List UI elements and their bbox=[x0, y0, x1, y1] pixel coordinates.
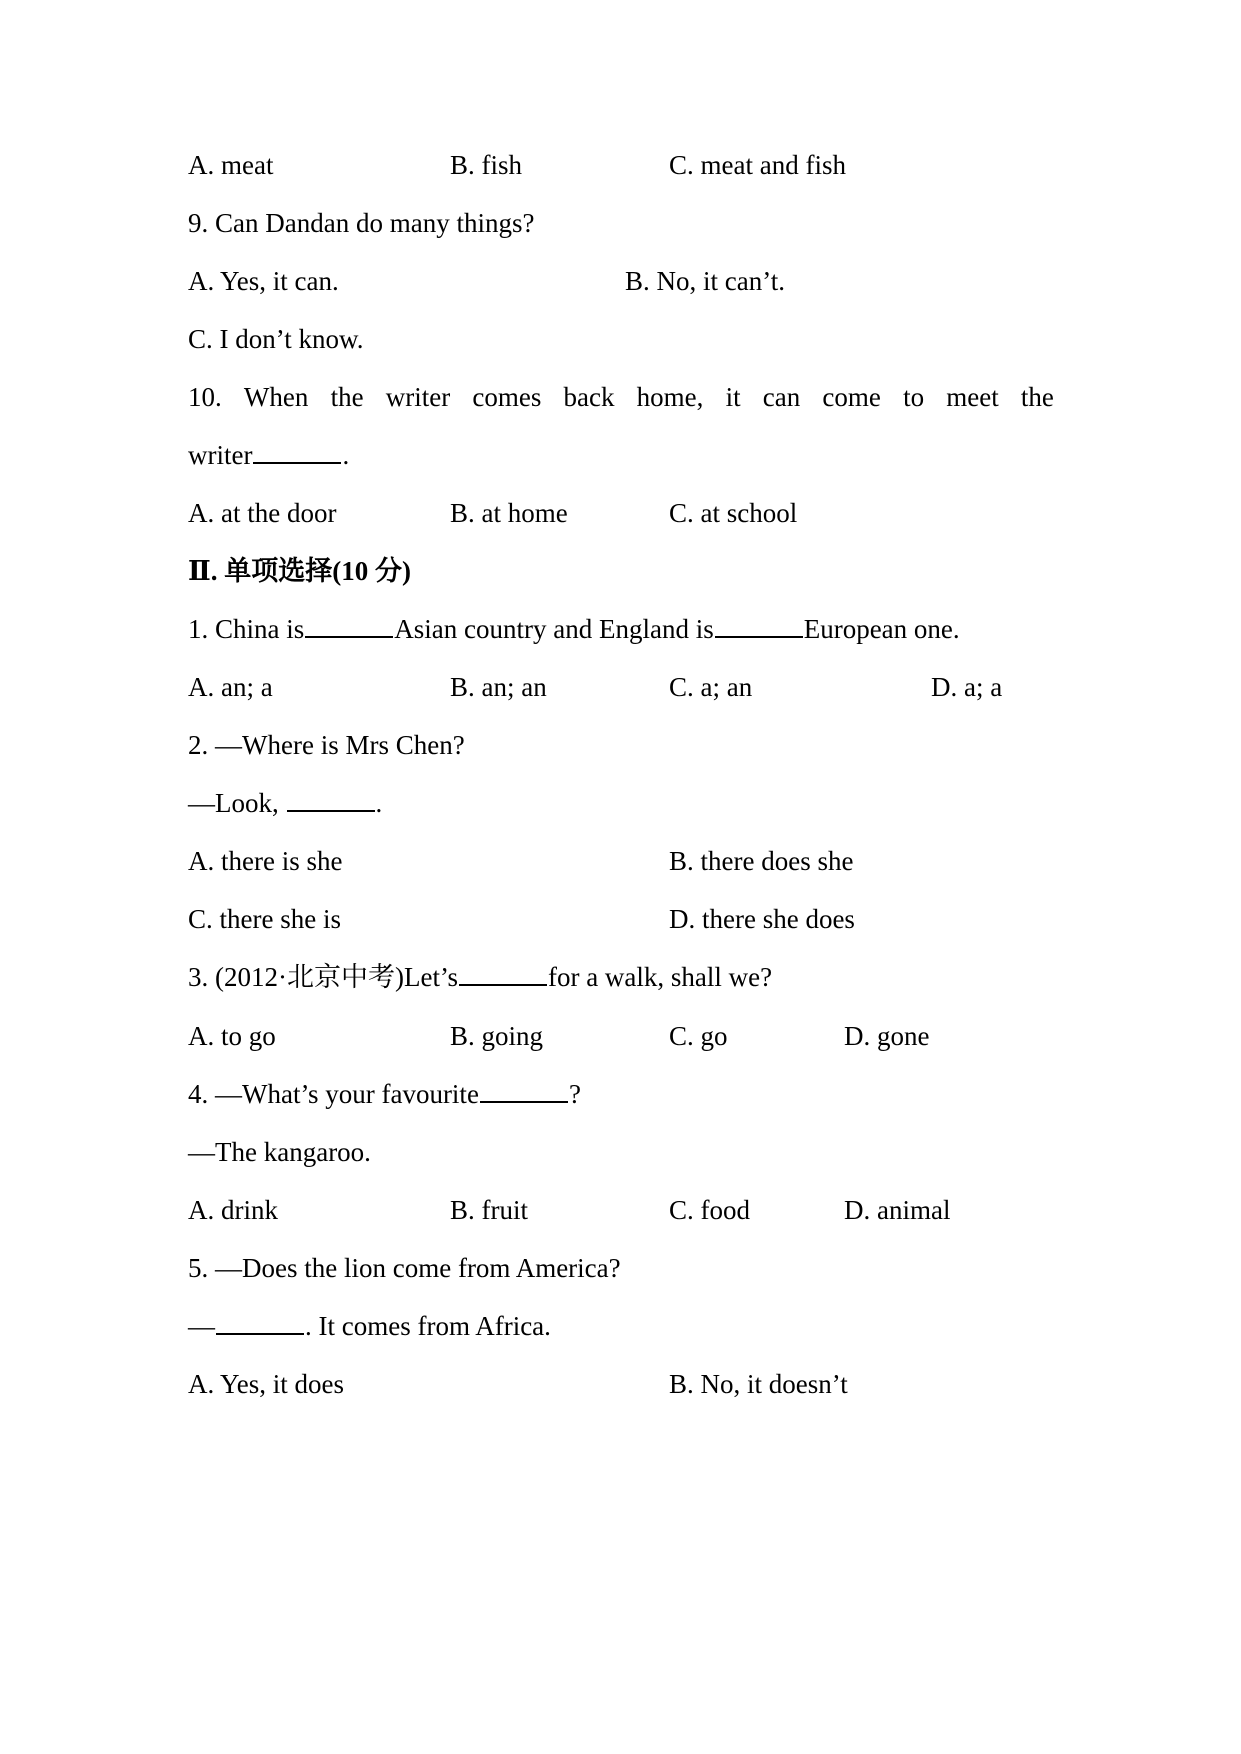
q10-text-before-blank: writer bbox=[188, 440, 253, 470]
answer-blank bbox=[459, 960, 547, 986]
q10-word: comes bbox=[472, 382, 542, 412]
s2-q2-option-d: D. there she does bbox=[669, 904, 855, 934]
q10-stem-line1 bbox=[188, 380, 1054, 414]
s2-q5-option-a: A. Yes, it does bbox=[188, 1369, 345, 1399]
answer-blank bbox=[216, 1309, 304, 1335]
s2-q5-reply-text: . It comes from Africa. bbox=[305, 1311, 551, 1341]
s2-q3-option-c: C. go bbox=[669, 1021, 728, 1051]
s2-q5-option-b: B. No, it doesn’t bbox=[669, 1369, 848, 1399]
q10-word: it bbox=[725, 382, 741, 412]
q8-option-c: C. meat and fish bbox=[669, 150, 846, 180]
q10-word: to bbox=[903, 382, 925, 412]
s2-q1-option-a: A. an; a bbox=[188, 672, 273, 702]
answer-blank bbox=[480, 1077, 568, 1103]
q10-word: writer bbox=[385, 382, 451, 412]
s2-q4-option-c: C. food bbox=[669, 1195, 750, 1225]
s2-q5-reply bbox=[188, 1309, 551, 1343]
s2-q5-stem: 5. —Does the lion come from America? bbox=[188, 1253, 621, 1283]
s2-q4-option-a: A. drink bbox=[188, 1195, 278, 1225]
q10-text-after-blank: . bbox=[342, 440, 350, 470]
s2-q2-reply-end: . bbox=[375, 788, 383, 818]
q10-word: meet bbox=[946, 382, 999, 412]
s2-q2-option-c: C. there she is bbox=[188, 904, 341, 934]
s2-q3-option-a: A. to go bbox=[188, 1021, 276, 1051]
s2-q4-option-d: D. animal bbox=[844, 1195, 951, 1225]
q9-option-a: A. Yes, it can. bbox=[188, 266, 339, 296]
s2-q4-text-2: ? bbox=[568, 1079, 581, 1109]
q10-word: home, bbox=[636, 382, 704, 412]
s2-q3-option-b: B. going bbox=[450, 1021, 544, 1051]
s2-q1-option-d: D. a; a bbox=[931, 672, 1003, 702]
s2-q2-stem: 2. —Where is Mrs Chen? bbox=[188, 730, 465, 760]
s2-q3-text-1: 3. (2012·北京中考)Let’s bbox=[188, 962, 458, 992]
s2-q2-option-b: B. there does she bbox=[669, 846, 854, 876]
q10-word: back bbox=[563, 382, 615, 412]
answer-blank bbox=[715, 612, 803, 638]
s2-q2-reply-text: —Look, bbox=[188, 788, 286, 818]
q8-option-a: A. meat bbox=[188, 150, 274, 180]
s2-q1-text-3: European one. bbox=[803, 614, 960, 644]
s2-q4-reply: —The kangaroo. bbox=[188, 1137, 371, 1167]
q10-option-c: C. at school bbox=[669, 498, 798, 528]
q10-word: the bbox=[1020, 382, 1054, 412]
s2-q1-stem bbox=[188, 612, 960, 646]
q8-option-b: B. fish bbox=[450, 150, 523, 180]
answer-blank bbox=[287, 786, 375, 812]
q9-option-c: C. I don’t know. bbox=[188, 324, 364, 354]
q10-word: come bbox=[822, 382, 881, 412]
s2-q4-stem bbox=[188, 1077, 581, 1111]
s2-q3-text-2: for a walk, shall we? bbox=[547, 962, 773, 992]
answer-blank bbox=[253, 438, 341, 464]
q10-word: When bbox=[243, 382, 309, 412]
q10-stem-line2 bbox=[188, 438, 349, 472]
s2-q3-option-d: D. gone bbox=[844, 1021, 930, 1051]
q10-option-a: A. at the door bbox=[188, 498, 337, 528]
answer-blank bbox=[305, 612, 393, 638]
q10-word: can bbox=[762, 382, 801, 412]
s2-q5-reply-dash: — bbox=[188, 1311, 215, 1341]
section-heading: Ⅱ. 单项选择(10 分) bbox=[188, 556, 411, 586]
q9-option-b: B. No, it can’t. bbox=[625, 266, 785, 296]
s2-q2-reply bbox=[188, 786, 382, 820]
q10-option-b: B. at home bbox=[450, 498, 568, 528]
s2-q1-text-1: 1. China is bbox=[188, 614, 305, 644]
s2-q4-text-1: 4. —What’s your favourite bbox=[188, 1079, 479, 1109]
q10-word: 10. bbox=[188, 382, 222, 412]
s2-q1-option-b: B. an; an bbox=[450, 672, 547, 702]
s2-q1-option-c: C. a; an bbox=[669, 672, 753, 702]
s2-q2-option-a: A. there is she bbox=[188, 846, 343, 876]
q9-stem: 9. Can Dandan do many things? bbox=[188, 208, 535, 238]
s2-q3-stem bbox=[188, 960, 772, 994]
s2-q4-option-b: B. fruit bbox=[450, 1195, 528, 1225]
s2-q1-text-2: Asian country and England is bbox=[394, 614, 714, 644]
q10-word: the bbox=[330, 382, 364, 412]
